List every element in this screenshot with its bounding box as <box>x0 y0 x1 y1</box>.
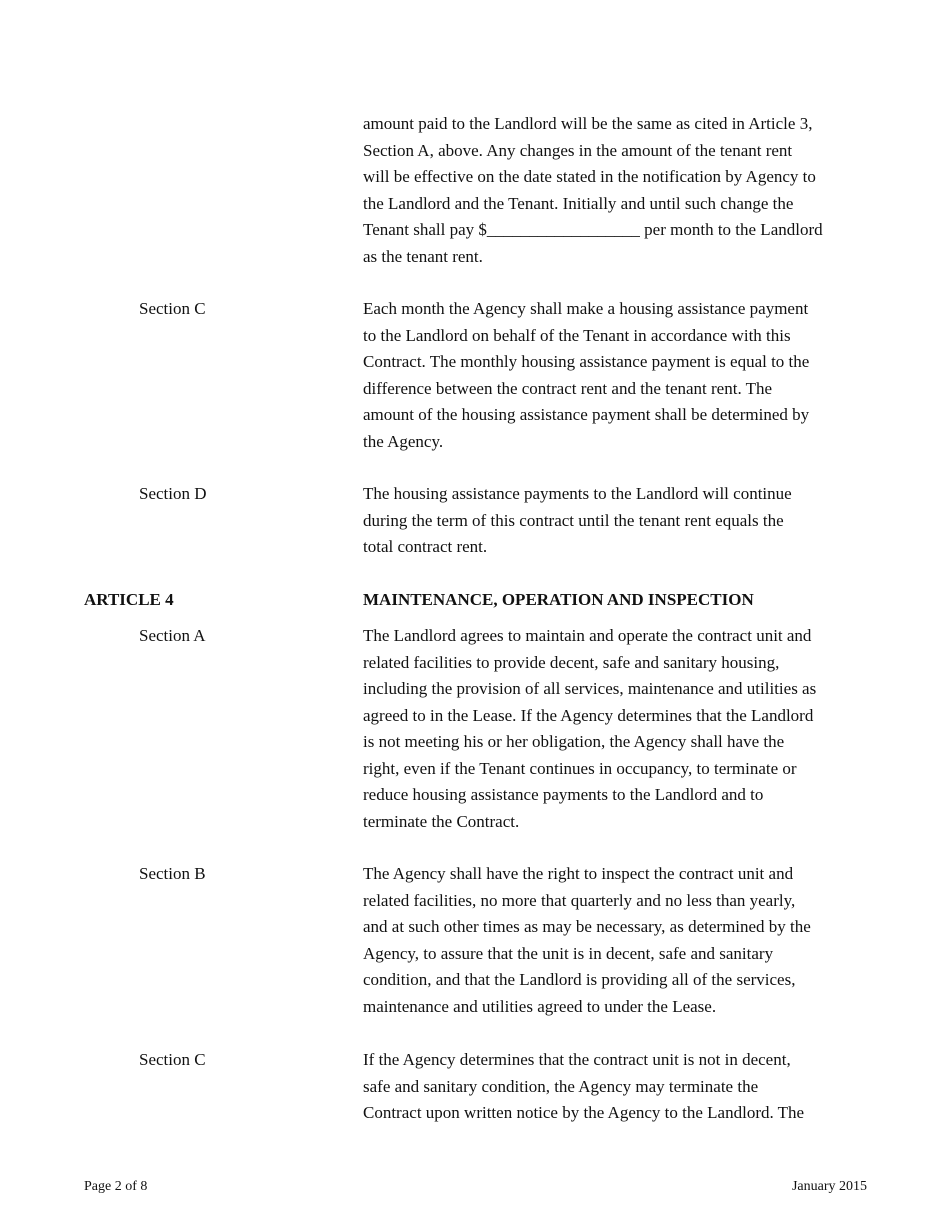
paragraph-line: terminate the Contract. <box>363 811 520 831</box>
paragraph-line: condition, and that the Landlord is providing all of the services, <box>363 970 796 989</box>
paragraph-line: The housing assistance payments to the Landlord will continue <box>363 484 792 503</box>
article4-section-a-paragraph <box>363 623 873 835</box>
page-number: Page 2 of 8 <box>84 1179 148 1194</box>
section-label: Section B <box>139 864 206 883</box>
paragraph-line: Section A, above. Any changes in the amount of the tenant rent <box>363 140 793 160</box>
paragraph-line: amount of the housing assistance payment shall be determined by <box>363 405 810 424</box>
paragraph-line: amount paid to the Landlord will be the same as cited in Article 3, <box>363 114 813 133</box>
section-d-paragraph <box>363 481 873 561</box>
paragraph-line: related facilities to provide decent, safe and sanitary housing, <box>363 652 780 672</box>
article4-section-b-paragraph <box>363 861 873 1020</box>
paragraph-line: as the tenant rent. <box>363 246 483 266</box>
paragraph-line: Each month the Agency shall make a housing assistance payment <box>363 299 809 318</box>
paragraph-line: total contract rent. <box>363 537 488 556</box>
paragraph-line: will be effective on the date stated in the notification by Agency to <box>363 167 816 186</box>
paragraph-line: maintenance and utilities agreed to under the Lease. <box>363 996 717 1016</box>
article-title: MAINTENANCE, OPERATION AND INSPECTION <box>363 590 754 609</box>
section-c-paragraph <box>363 296 873 455</box>
paragraph-line: related facilities, no more that quarterly and no less than yearly, <box>363 890 796 910</box>
section-label: Section C <box>139 1050 206 1069</box>
paragraph-line: agreed to in the Lease. If the Agency determines that the Landlord <box>363 705 814 725</box>
paragraph-line: Agency, to assure that the unit is in decent, safe and sanitary <box>363 943 774 963</box>
paragraph-line: is not meeting his or her obligation, the Agency shall have the <box>363 732 785 751</box>
paragraph-line: including the provision of all services, maintenance and utilities as <box>363 679 817 698</box>
footer-date: January 2015 <box>791 1179 867 1194</box>
paragraph-line: difference between the contract rent and the tenant rent. The <box>363 378 773 398</box>
paragraph-line: If the Agency determines that the contract unit is not in decent, <box>363 1050 791 1069</box>
article-label: ARTICLE 4 <box>84 590 174 609</box>
intro-paragraph <box>363 111 873 270</box>
paragraph-line: safe and sanitary condition, the Agency may terminate the <box>363 1076 759 1096</box>
section-label: Section D <box>139 484 207 503</box>
paragraph-line: the Agency. <box>363 431 444 451</box>
paragraph-line: and at such other times as may be necessary, as determined by the <box>363 917 811 936</box>
article4-section-c-paragraph <box>363 1047 873 1127</box>
paragraph-line: right, even if the Tenant continues in occupancy, to terminate or <box>363 758 797 778</box>
paragraph-line: reduce housing assistance payments to the Landlord and to <box>363 785 764 804</box>
paragraph-line: during the term of this contract until the tenant rent equals the <box>363 510 784 530</box>
paragraph-line: to the Landlord on behalf of the Tenant in accordance with this <box>363 325 791 345</box>
paragraph-line: The Agency shall have the right to inspect the contract unit and <box>363 864 794 883</box>
paragraph-line: Contract upon written notice by the Agency to the Landlord. The <box>363 1103 805 1122</box>
paragraph-line: The Landlord agrees to maintain and operate the contract unit and <box>363 626 812 645</box>
section-label: Section A <box>139 626 206 645</box>
paragraph-line: Tenant shall pay $__________________ per month to the Landlord <box>363 220 823 239</box>
paragraph-line: Contract. The monthly housing assistance payment is equal to the <box>363 352 810 371</box>
paragraph-line: the Landlord and the Tenant. Initially and until such change the <box>363 193 794 213</box>
section-label: Section C <box>139 299 206 318</box>
